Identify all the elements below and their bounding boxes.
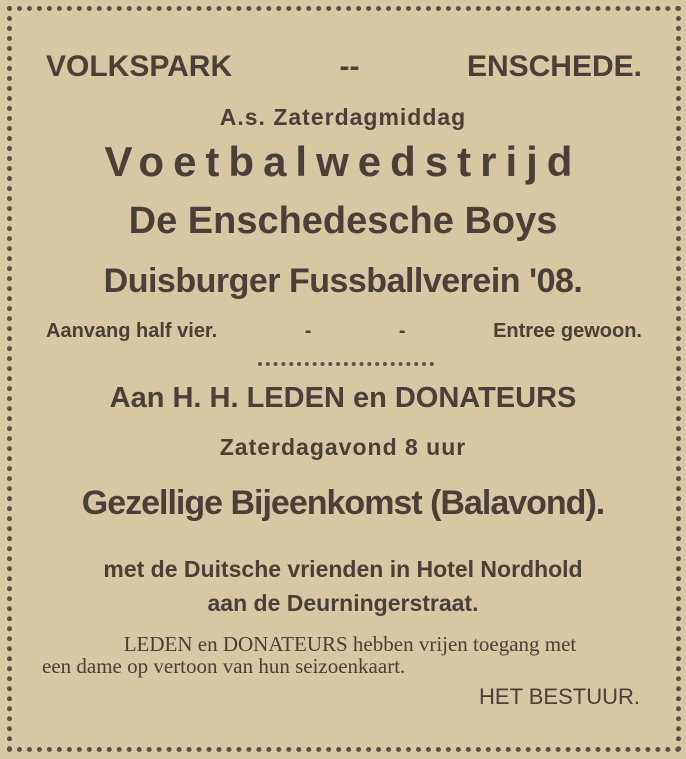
away-team: Duisburger Fussballverein '08.	[103, 262, 583, 300]
dash: -	[398, 320, 406, 342]
main-title: Voetbalwedstrijd	[104, 138, 582, 185]
start-time: Aanvang half vier.	[46, 320, 218, 342]
location-line-2: aan de Deurningerstraat.	[207, 590, 479, 616]
header-line	[46, 50, 642, 84]
header-right: ENSCHEDE.	[466, 50, 642, 83]
evening-time: Zaterdagavond 8 uur	[219, 434, 467, 460]
members-heading: Aan H. H. LEDEN en DONATEURS	[109, 382, 577, 414]
subtitle: A.s. Zaterdagmiddag	[219, 104, 467, 130]
home-team: De Enschedesche Boys	[128, 200, 558, 242]
event-title: Gezellige Bijeenkomst (Balavond).	[81, 484, 605, 522]
dotted-separator	[258, 362, 434, 366]
signature: HET BESTUUR.	[479, 684, 640, 709]
info-line	[46, 320, 642, 343]
header-middle: --	[339, 50, 360, 83]
note-line-2: een dame op vertoon van hun seizoenkaart.	[42, 654, 406, 678]
note-line-1: LEDEN en DONATEURS hebben vrijen toegang met	[123, 632, 577, 656]
entry-info: Entree gewoon.	[493, 320, 642, 342]
location-line-1: met de Duitsche vrienden in Hotel Nordhold	[103, 556, 583, 582]
dash: -	[304, 320, 312, 342]
header-left: VOLKSPARK	[46, 50, 233, 83]
